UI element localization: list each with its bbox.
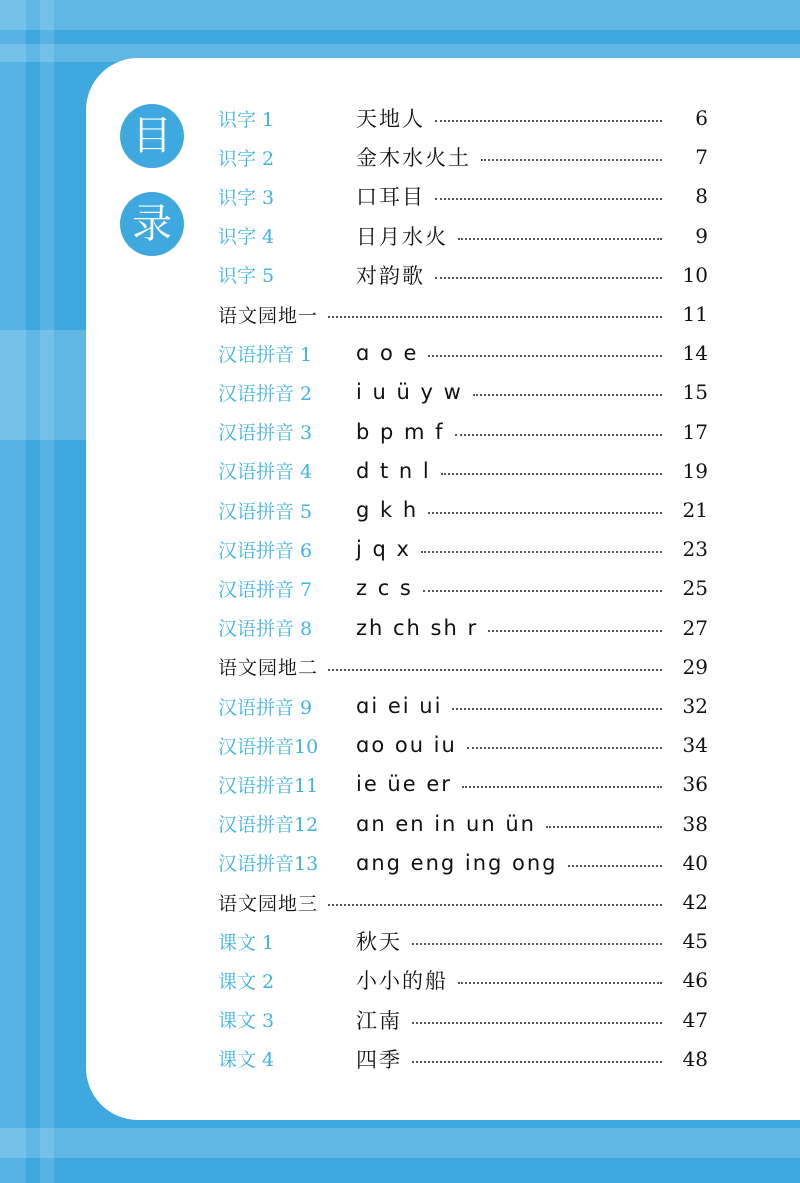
dot-leader	[462, 786, 662, 788]
toc-entry-label: 语文园地一	[218, 304, 319, 327]
toc-entry-label: 识字 3	[218, 186, 275, 209]
dot-leader	[473, 394, 662, 396]
toc-entry[interactable]	[218, 141, 708, 173]
toc-entry[interactable]	[218, 533, 708, 565]
toc-entry-title: ɑ o e	[356, 341, 419, 366]
dot-leader	[423, 590, 662, 592]
toc-entry-label: 课文 4	[218, 1049, 275, 1072]
dot-leader	[441, 473, 662, 475]
toc-section-entry[interactable]	[218, 298, 708, 330]
dot-leader	[452, 708, 662, 710]
toc-entry-title: z c s	[356, 576, 413, 601]
toc-page-number: 19	[682, 458, 708, 483]
toc-section-entry[interactable]	[218, 886, 708, 918]
toc-entry[interactable]	[218, 259, 708, 291]
toc-entry-title: 对韵歌	[356, 263, 425, 288]
toc-entry-label: 识字 4	[218, 226, 275, 249]
toc-entry[interactable]	[218, 337, 708, 369]
toc-entry-label: 识字 2	[218, 147, 275, 170]
toc-entry[interactable]	[218, 376, 708, 408]
toc-entry[interactable]	[218, 729, 708, 761]
toc-entry[interactable]	[218, 925, 708, 957]
toc-entry-title: b p m f	[356, 419, 445, 444]
toc-page-number: 32	[682, 694, 708, 718]
toc-entry-title: 秋天	[356, 930, 402, 955]
dot-leader	[328, 316, 662, 318]
toc-entry-label: 汉语拼音11	[218, 774, 319, 797]
dot-leader	[455, 434, 662, 436]
dot-leader	[328, 669, 662, 671]
toc-heading-char: 目	[120, 104, 184, 168]
dot-leader	[481, 159, 662, 161]
toc-entry-title: g k h	[356, 498, 419, 522]
toc-entry-label: 语文园地二	[218, 657, 319, 680]
toc-entry[interactable]	[218, 964, 708, 996]
toc-entry-label: 汉语拼音 8	[218, 618, 313, 641]
toc-entry-title: 口耳目	[356, 185, 425, 210]
toc-entry-title: d t n l	[356, 458, 431, 483]
toc-entry[interactable]	[218, 1043, 708, 1075]
toc-page-number: 21	[682, 498, 708, 522]
toc-entry-title: ɑng eng ing ong	[356, 850, 558, 875]
toc-entry-label: 课文 2	[218, 970, 275, 993]
toc-entry-title: ɑn en in un ün	[356, 811, 536, 836]
toc-entry-label: 语文园地三	[218, 892, 319, 915]
toc-entry-title: 江南	[356, 1008, 402, 1033]
toc-entry-label: 汉语拼音 5	[218, 500, 313, 523]
toc-entry-label: 课文 3	[218, 1010, 275, 1033]
toc-entry-title: 四季	[356, 1047, 402, 1072]
dot-leader	[428, 355, 662, 357]
dot-leader	[488, 630, 662, 632]
toc-entry-label: 汉语拼音13	[218, 853, 319, 876]
toc-entry[interactable]	[218, 847, 708, 879]
toc-page-number: 17	[682, 419, 708, 444]
toc-entry[interactable]	[218, 416, 708, 448]
toc-entry[interactable]	[218, 690, 708, 722]
toc-entry-label: 识字 1	[218, 108, 275, 131]
toc-entry-title: j q x	[356, 537, 411, 562]
dot-leader	[428, 512, 662, 514]
toc-entry-title: ɑo ou iu	[356, 733, 457, 758]
toc-entry-label: 汉语拼音 3	[218, 422, 313, 445]
toc-entry-label: 汉语拼音 4	[218, 461, 313, 484]
toc-page-number: 8	[695, 184, 708, 209]
dot-leader	[435, 120, 662, 122]
toc-entry-title: 天地人	[356, 107, 425, 131]
toc-heading-char: 录	[120, 192, 184, 256]
toc-entry[interactable]	[218, 572, 708, 604]
toc-entry-label: 汉语拼音 2	[218, 382, 313, 405]
toc-entry-label: 汉语拼音10	[218, 735, 319, 758]
dot-leader	[412, 943, 662, 945]
toc-entry[interactable]	[218, 494, 708, 526]
toc-entry-title: 小小的船	[356, 969, 448, 994]
toc-page-number: 10	[682, 262, 708, 287]
dot-leader	[421, 551, 662, 553]
dot-leader	[412, 1061, 662, 1063]
toc-entry[interactable]	[218, 180, 708, 212]
toc-page-number: 6	[695, 106, 708, 130]
toc-entry-title: i u ü y w	[356, 380, 463, 405]
toc-entry-title: 日月水火	[356, 224, 448, 249]
toc-section-entry[interactable]	[218, 651, 708, 683]
toc-page-number: 40	[682, 850, 708, 875]
toc-entry[interactable]	[218, 808, 708, 840]
toc-page-number: 25	[682, 576, 708, 601]
toc-entry-label: 汉语拼音 7	[218, 578, 313, 601]
toc-entry[interactable]	[218, 768, 708, 800]
toc-page-number: 38	[682, 811, 708, 836]
toc-page-number: 23	[682, 537, 708, 562]
dot-leader	[412, 1022, 662, 1024]
dot-leader	[458, 238, 662, 240]
toc-entry-label: 汉语拼音12	[218, 814, 319, 837]
toc-entry-title: 金木水火土	[356, 146, 471, 171]
toc-entry-label: 课文 1	[218, 931, 275, 954]
toc-entry-title: zh ch sh r	[356, 615, 479, 640]
toc-entry-title: ɑi ei ui	[356, 694, 443, 718]
dot-leader	[458, 982, 662, 984]
toc-entry[interactable]	[218, 102, 708, 134]
toc-page-number: 29	[682, 654, 708, 679]
toc-entry-title: ie üe er	[356, 772, 452, 797]
toc-entry-label: 汉语拼音 1	[218, 343, 313, 366]
toc-page-number: 47	[682, 1007, 708, 1032]
toc-page-number: 34	[682, 733, 708, 758]
toc-page-number: 9	[695, 223, 708, 248]
toc-entry-label: 汉语拼音 6	[218, 539, 313, 562]
dot-leader	[467, 747, 662, 749]
toc-entry[interactable]	[218, 455, 708, 487]
dot-leader	[546, 826, 662, 828]
toc-page-number: 27	[682, 615, 708, 640]
toc-entry-label: 识字 5	[218, 265, 275, 288]
toc-entry[interactable]	[218, 220, 708, 252]
toc-page-number: 15	[682, 380, 708, 405]
toc-entry[interactable]	[218, 1004, 708, 1036]
toc-entry-label: 汉语拼音 9	[218, 696, 313, 719]
toc-page-number: 48	[682, 1046, 708, 1071]
dot-leader	[435, 198, 662, 200]
toc-page-number: 42	[682, 890, 708, 914]
dot-leader	[328, 904, 662, 906]
toc-entry[interactable]	[218, 612, 708, 644]
toc-page-number: 46	[682, 968, 708, 993]
toc-page-number: 7	[695, 145, 708, 170]
toc-page-number: 11	[682, 302, 708, 326]
toc-page-number: 14	[682, 341, 708, 366]
toc-page-number: 36	[682, 772, 708, 797]
dot-leader	[568, 865, 662, 867]
toc-page-number: 45	[682, 929, 708, 954]
dot-leader	[435, 277, 662, 279]
